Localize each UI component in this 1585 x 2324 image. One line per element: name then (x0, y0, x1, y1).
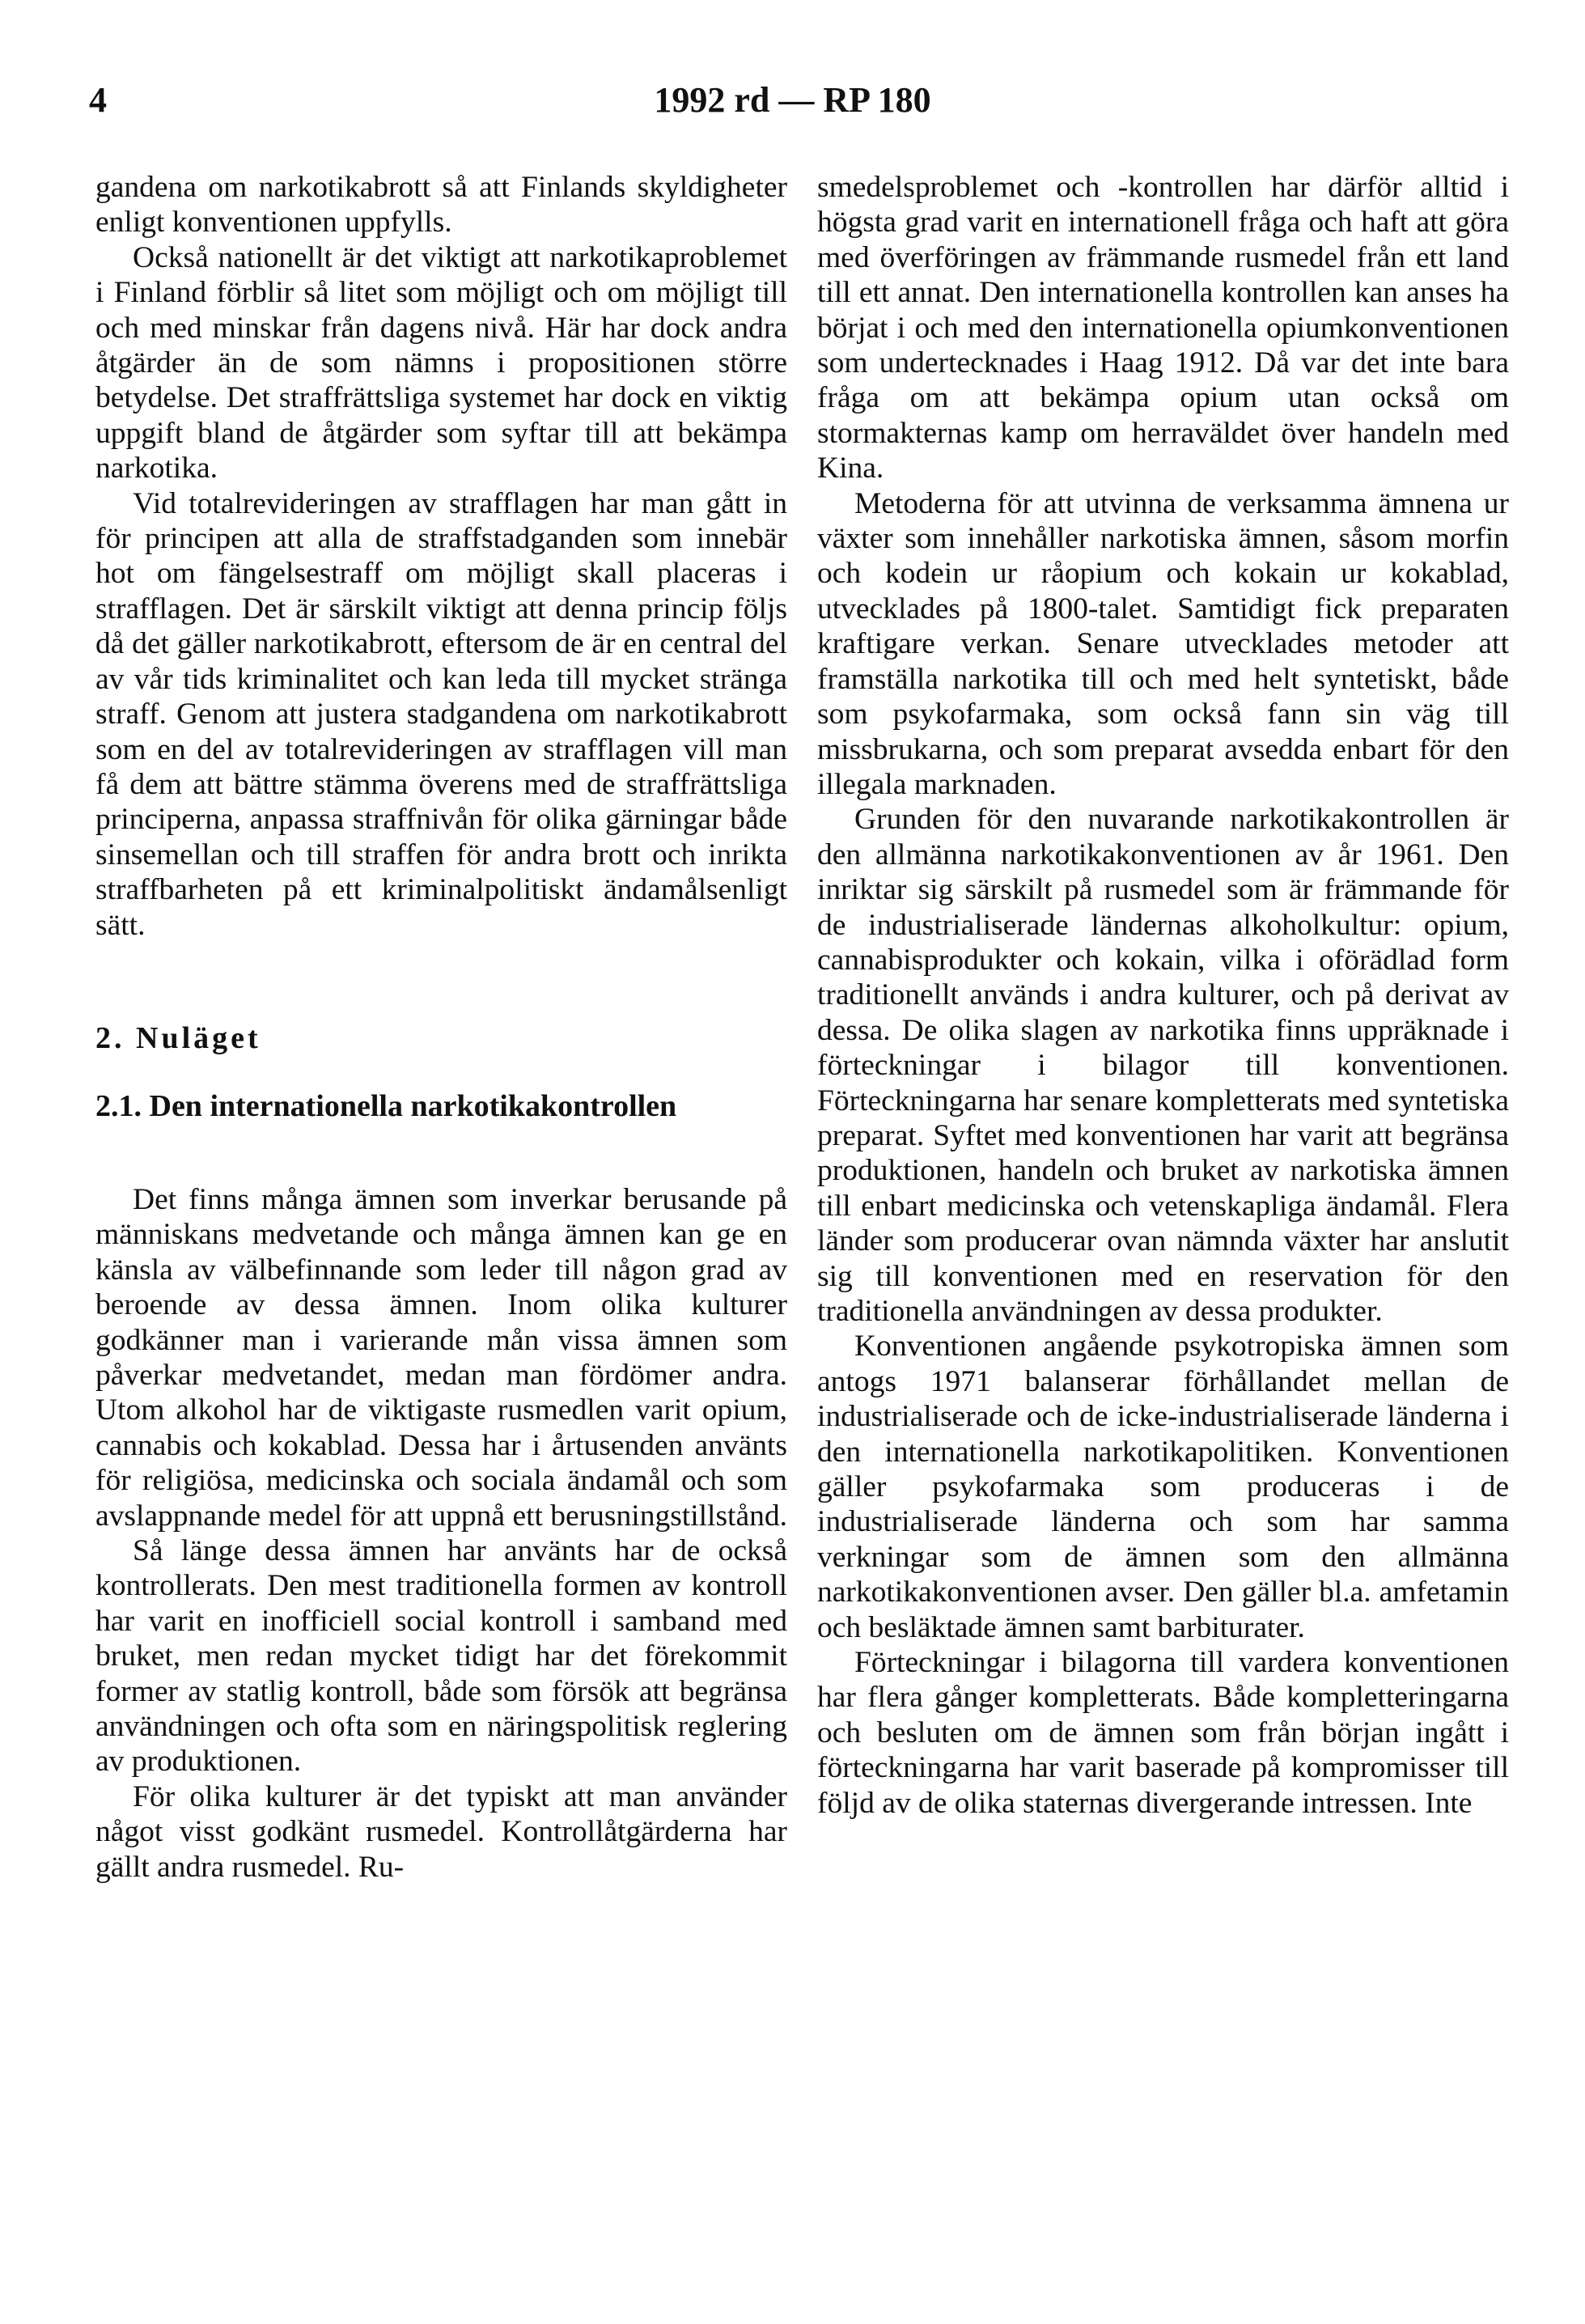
paragraph: Också nationellt är det viktigt att narkotikaproblemet i Finland förblir så litet som möjligt och om möjligt till och med minskar från dagens nivå. Här har dock andra åtgärder än de som nämns i propositionen större betydelse. Det straffrättsliga systemet har dock en viktig uppgift bland de åtgärder som syftar till att bekämpa narkotika. (95, 240, 787, 486)
subsection-heading: 2.1. Den internationella narkotikakontrollen (95, 1088, 677, 1123)
left-column (95, 170, 787, 1885)
running-head: 1992 rd — RP 180 (654, 80, 931, 120)
paragraph: Metoderna för att utvinna de verksamma ämnena ur växter som innehåller narkotiska ämnen, såsom morfin och kodein ur råopium och kokain ur kokablad, utvecklades på 1800-talet. Samtidigt fick preparaten kraftigare verkan. Senare utvecklades metoder att framställa narkotika till och med helt syntetiskt, både som psykofarmaka, som också fann sin väg till missbrukarna, och som preparat avsedda enbart för den illegala marknaden. (817, 486, 1509, 801)
paragraph: För olika kulturer är det typiskt att man använder något visst godkänt rusmedel. Kontrollåtgärderna har gällt andra rusmedel. Ru- (95, 1779, 787, 1884)
right-column (817, 170, 1509, 1821)
paragraph: Grunden för den nuvarande narkotikakontrollen är den allmänna narkotikakonventionen av år 1961. Den inriktar sig särskilt på rusmedel som är främmande för de industrialiserade ländernas alkoholkultur: opium, cannabisprodukter och kokain, vilka i oförädlad form traditionellt används i andra kulturer, och på derivat av dessa. De olika slagen av narkotika finns uppräknade i förteckningar i bilagor till konventionen. Förteckningarna har senare kompletterats med syntetiska preparat. Syftet med konventionen har varit att begränsa produktionen, handeln och bruket av narkotiska ämnen till enbart medicinska och vetenskapliga ändamål. Flera länder som producerar ovan nämnda växter har anslutit sig till konventionen med en reservation för den traditionella användningen av dessa produkter. (817, 803, 1509, 1328)
paragraph: gandena om narkotikabrott så att Finlands skyldigheter enligt konventionen uppfylls. (95, 171, 787, 240)
paragraph: Konventionen angående psykotropiska ämnen som antogs 1971 balanserar förhållandet mellan de industrialiserade och de icke-industrialiserade länderna i den internationella narkotikapolitiken. Konventionen gäller psykofarmaka som produceras i de industrialiserade länderna och som har samma verkningar som de ämnen som den allmänna narkotikakonventionen avser. Den gäller bl.a. amfetamin och besläktade ämnen samt barbiturater. (817, 1330, 1509, 1644)
paragraph: smedelsproblemet och -kontrollen har därför alltid i högsta grad varit en internationell fråga och haft att göra med överföringen av främmande rusmedel från ett land till ett annat. Den internationella kontrollen kan anses ha börjat i och med den internationella opiumkonventionen som undertecknades i Haag 1912. Då var det inte bara fråga om att bekämpa opium utan också om stormakternas kamp om herraväldet över handeln med Kina. (817, 171, 1509, 486)
page-number: 4 (89, 80, 107, 120)
paragraph: Så länge dessa ämnen har använts har de också kontrollerats. Den mest traditionella formen av kontroll har varit en inofficiell social kontroll i samband med bruket, men redan mycket tidigt har det förekommit former av statlig kontroll, både som försök att begränsa användningen och ofta som en näringspolitisk reglering av produktionen. (95, 1534, 787, 1779)
paragraph: Det finns många ämnen som inverkar berusande på människans medvetande och många ämnen kan ge en känsla av välbefinnande som leder till någon grad av beroende av dessa ämnen. Inom olika kulturer godkänner man i varierande mån vissa ämnen som påverkar medvetandet, medan man fördömer andra. Utom alkohol har de viktigaste rusmedlen varit opium, cannabis och kokablad. Dessa har i årtusenden använts för religiösa, medicinska och sociala ändamål och som avslappnande medel för att uppnå ett berusningstillstånd. (95, 1182, 787, 1533)
paragraph: Förteckningar i bilagorna till vardera konventionen har flera gånger kompletterats. Både kompletteringarna och besluten om de ämnen som från början ingått i förteckningarna har varit baserade på kompromisser till följd av de olika staternas divergerande intressen. Inte (817, 1646, 1509, 1820)
paragraph: Vid totalrevideringen av strafflagen har man gått in för principen att alla de straffstadganden som innebär hot om fängelsestraff om möjligt skall placeras i strafflagen. Det är särskilt viktigt att denna princip följs då det gäller narkotikabrott, eftersom de är en central del av vår tids kriminalitet och kan leda till mycket stränga straff. Genom att justera stadgandena om narkotikabrott som en del av totalrevideringen av strafflagen vill man få dem att bättre stämma överens med de straffrättsliga principerna, anpassa straffnivån för olika gärningar både sinsemellan och till straffen för andra brott och inrikta straffbarheten på ett kriminalpolitiskt ändamålsenligt sätt. (95, 486, 787, 942)
section-heading: 2. Nuläget (95, 1020, 261, 1055)
